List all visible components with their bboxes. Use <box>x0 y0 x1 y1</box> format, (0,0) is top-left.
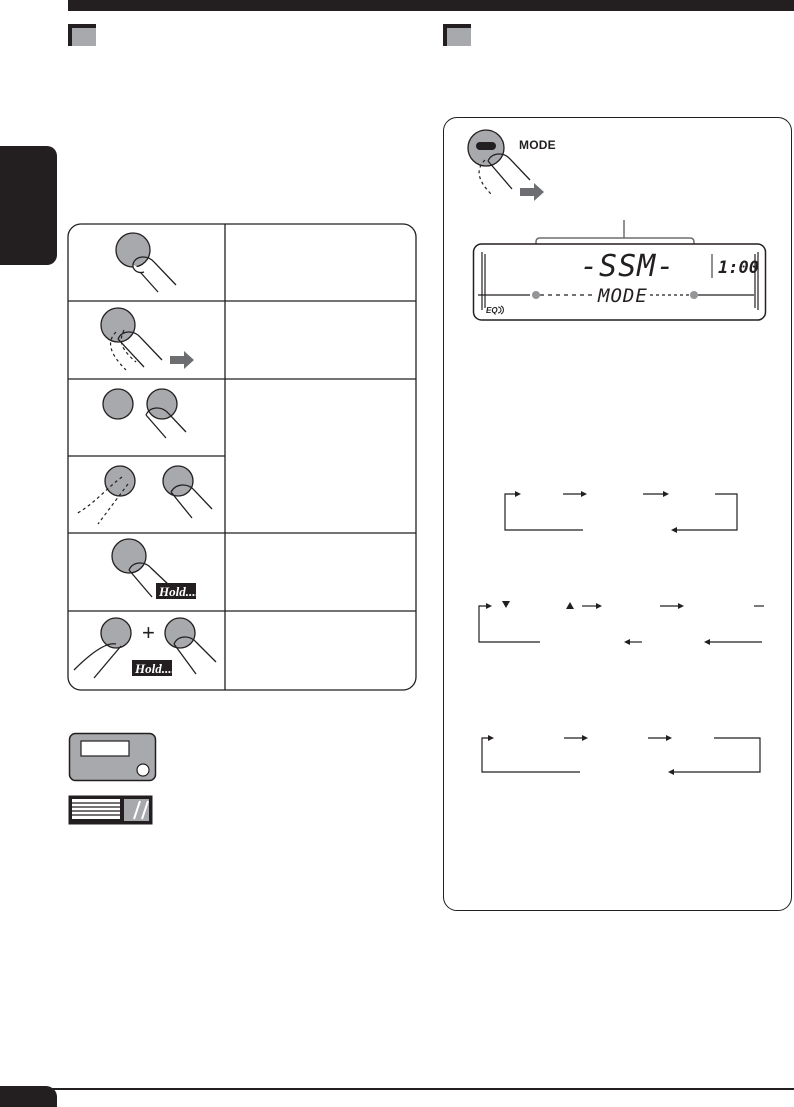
flow-diagram-2 <box>474 596 769 646</box>
lcd-eq-indicator: EQ <box>486 306 498 315</box>
lcd-display <box>472 220 768 322</box>
hold-label-2: Hold.... <box>135 661 175 676</box>
press-both-hold-icon <box>74 618 216 678</box>
press-slide-icon <box>101 308 194 370</box>
plus-sign: + <box>142 620 155 645</box>
mode-button[interactable] <box>476 142 496 150</box>
mode-button-label: MODE <box>519 138 556 152</box>
lcd-clock: 1:00 <box>718 258 759 278</box>
footer-rule <box>0 1088 794 1090</box>
press-two-buttons-icon <box>103 389 186 438</box>
hold-label: Hold.... <box>159 584 199 599</box>
section-marker-right <box>443 24 471 46</box>
mode-button-press-illustration <box>460 125 550 205</box>
hold-icon <box>112 539 199 599</box>
operation-symbols-table <box>66 222 418 692</box>
flow-diagram-3 <box>478 728 766 778</box>
remote-control-icon <box>68 732 158 782</box>
page-number-tab <box>0 1086 57 1107</box>
press-move-icon <box>76 466 212 524</box>
lcd-sub-text: MODE <box>598 285 648 307</box>
section-marker-left <box>68 24 96 46</box>
language-side-tab <box>0 146 57 265</box>
control-panel-icon <box>68 795 153 825</box>
header-bar <box>68 0 794 11</box>
lcd-main-text: -SSM- <box>580 249 676 284</box>
press-icon <box>116 233 176 292</box>
flow-diagram-1 <box>495 484 745 534</box>
